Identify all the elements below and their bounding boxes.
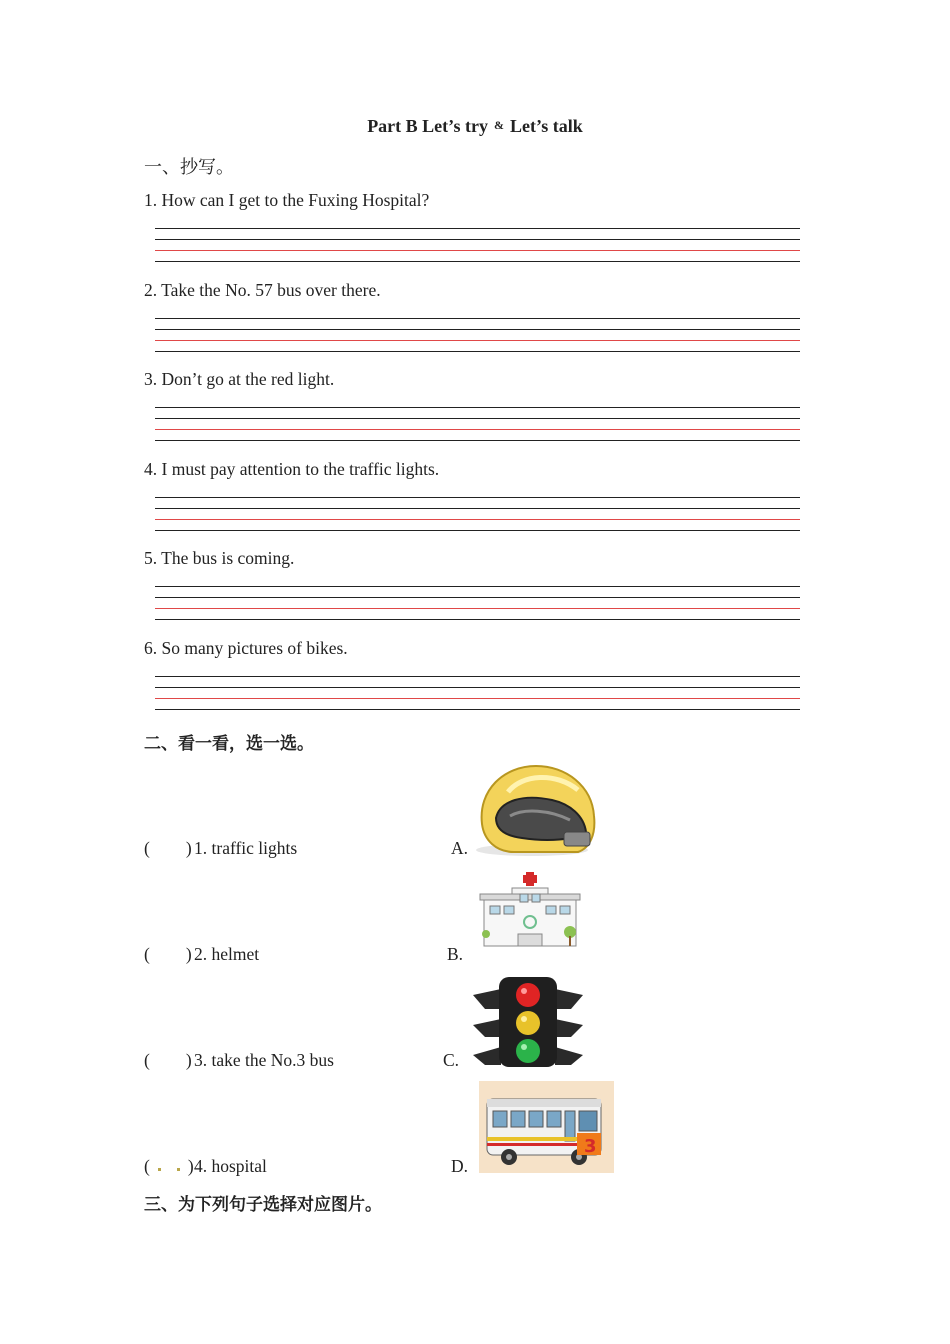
page-title	[0, 116, 950, 137]
writing-lines-4[interactable]	[155, 497, 800, 531]
bus-icon	[479, 1081, 614, 1173]
bus-number: 3	[584, 1136, 597, 1157]
sentence-6: 6. So many pictures of bikes.	[144, 638, 348, 658]
item-label-1: 1. traffic lights	[194, 838, 298, 858]
answer-blank-1[interactable]: ( )	[144, 838, 192, 858]
line	[155, 351, 800, 352]
red-line	[155, 519, 800, 520]
line	[155, 440, 800, 441]
hospital-picture	[478, 870, 582, 952]
item-label-3: 3. take the No.3 bus	[194, 1050, 334, 1070]
section3-heading: 三、为下列句子选择对应图片。	[144, 1195, 382, 1215]
writing-lines-5[interactable]	[155, 586, 800, 620]
line	[155, 709, 800, 710]
option-letter-d: D.	[451, 1156, 469, 1176]
title-ampersand: &	[493, 118, 504, 132]
red-line	[155, 250, 800, 251]
line	[155, 318, 800, 319]
item-label-4: 4. hospital	[194, 1156, 267, 1176]
line	[155, 586, 800, 587]
traffic-lights-picture	[471, 975, 585, 1069]
line	[155, 687, 800, 688]
sentence-3: 3. Don’t go at the red light.	[144, 369, 335, 389]
line	[155, 239, 800, 240]
option-letter-a: A.	[451, 838, 469, 858]
line	[155, 228, 800, 229]
section2-heading: 二、看一看，选一选。	[144, 734, 314, 754]
line	[155, 407, 800, 408]
section1-heading: 一、抄写。	[144, 157, 234, 177]
line	[155, 597, 800, 598]
line	[155, 497, 800, 498]
answer-blank-2[interactable]: ( )	[144, 944, 192, 964]
line	[155, 530, 800, 531]
line	[155, 508, 800, 509]
red-line	[155, 340, 800, 341]
answer-blank-3[interactable]: ( )	[144, 1050, 192, 1070]
line	[155, 261, 800, 262]
bus-picture	[479, 1081, 614, 1173]
sentence-2: 2. Take the No. 57 bus over there.	[144, 280, 381, 300]
writing-lines-3[interactable]	[155, 407, 800, 441]
line	[155, 619, 800, 620]
red-line	[155, 698, 800, 699]
title-right: Let’s talk	[509, 116, 583, 136]
sentence-1: 1. How can I get to the Fuxing Hospital?	[144, 190, 430, 210]
option-letter-c: C.	[443, 1050, 460, 1070]
line	[155, 676, 800, 677]
answer-blank-4[interactable]: ( )	[144, 1156, 194, 1176]
writing-lines-1[interactable]	[155, 228, 800, 262]
writing-lines-6[interactable]	[155, 676, 800, 710]
line	[155, 418, 800, 419]
writing-lines-2[interactable]	[155, 318, 800, 352]
sentence-4: 4. I must pay attention to the traffic lights.	[144, 459, 440, 479]
line	[155, 329, 800, 330]
red-line	[155, 608, 800, 609]
title-left: Part B Let’s try	[367, 116, 488, 136]
red-line	[155, 429, 800, 430]
helmet-picture	[474, 760, 600, 858]
sentence-5: 5. The bus is coming.	[144, 548, 295, 568]
item-label-2: 2. helmet	[194, 944, 260, 964]
option-letter-b: B.	[447, 944, 464, 964]
